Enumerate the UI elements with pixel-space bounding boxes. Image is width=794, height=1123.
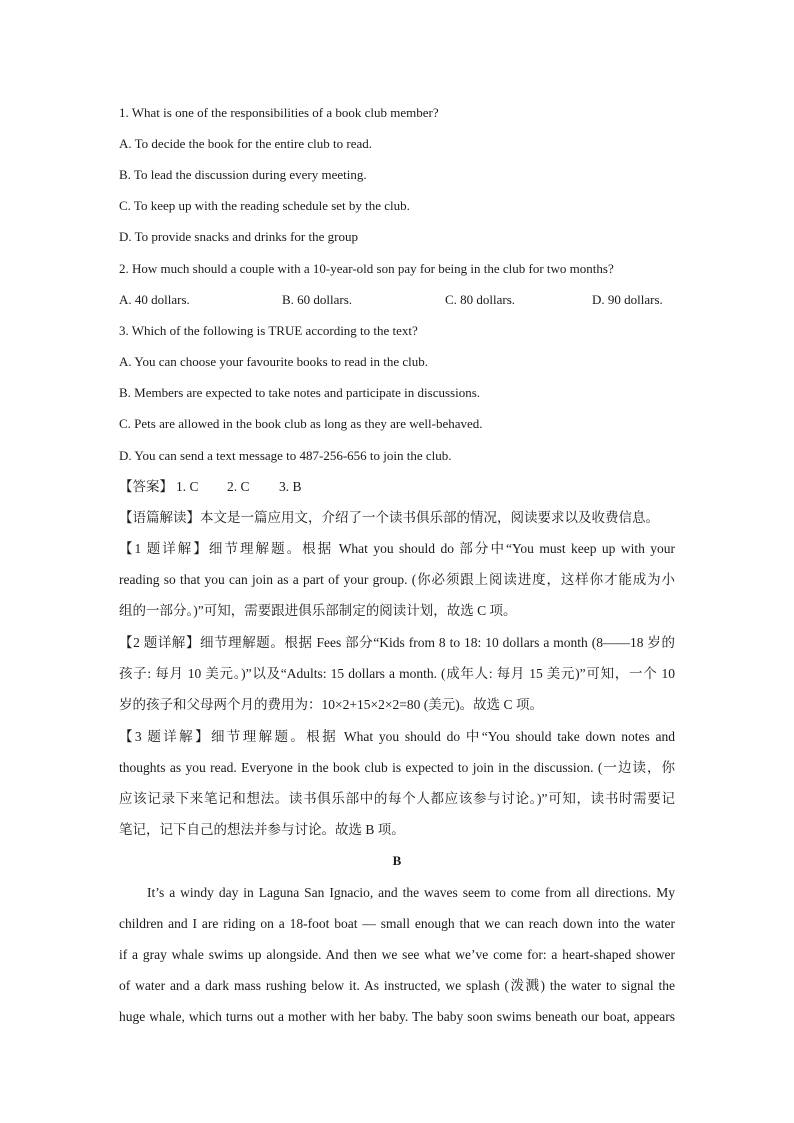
question-1-option-d: D. To provide snacks and drinks for the group [119, 229, 358, 244]
passage-line: It’s a windy day in Laguna San Ignacio, and the waves seem to come from all directions. My [147, 885, 675, 900]
q1-explanation-line: 组的一部分。)”可知，需要跟进俱乐部制定的阅读计划，故选 C 项。 [119, 603, 517, 618]
passage-line: of water and a dark mass rushing below it. As instructed, we splash (泼溅) the water to signal the [119, 978, 675, 993]
question-1-stem: 1. What is one of the responsibilities of a book club member? [119, 105, 439, 120]
section-b-passage [119, 885, 675, 1040]
question-3-stem: 3. Which of the following is TRUE according to the text? [119, 323, 418, 338]
q3-explanation-line: 【3 题详解】细节理解题。根据 What you should do 中“You should take down notes and [119, 729, 675, 744]
q2-explanation-line: 【2 题详解】细节理解题。根据 Fees 部分“Kids from 8 to 18: 10 dollars a month (8——18 岁的 [119, 635, 675, 650]
q3-explanation-line: 应该记录下来笔记和想法。读书俱乐部中的每个人都应该参与讨论。)”可知，读书时需要记 [119, 791, 675, 806]
question-2-option-a: A. 40 dollars. [119, 292, 190, 307]
passage-line: if a gray whale swims up alongside. And then we see what we’ve come for: a heart-shaped shower [119, 947, 675, 962]
q2-explanation [119, 635, 675, 728]
passage-line: children and I are riding on a 18-foot boat — small enough that we can reach down into the water [119, 916, 675, 931]
passage-summary: 【语篇解读】本文是一篇应用文，介绍了一个读书俱乐部的情况，阅读要求以及收费信息。 [119, 510, 659, 525]
question-3-option-c: C. Pets are allowed in the book club as long as they are well-behaved. [119, 416, 483, 431]
question-1-option-a: A. To decide the book for the entire club to read. [119, 136, 372, 151]
q2-explanation-line: 孩子: 每月 10 美元。)”以及“Adults: 15 dollars a month. (成年人: 每月 15 美元)”可知，一个 10 [119, 666, 675, 681]
q3-explanation-line: 笔记，记下自己的想法并参与讨论。故选 B 项。 [119, 822, 405, 837]
question-2-option-d: D. 90 dollars. [592, 292, 663, 307]
q3-explanation [119, 729, 675, 853]
question-2-option-c: C. 80 dollars. [445, 292, 516, 307]
answer-label: 【答案】 [119, 479, 173, 494]
question-2-option-b: B. 60 dollars. [282, 292, 353, 307]
answer-2: 2. C [227, 479, 250, 494]
section-b-heading: B [392, 853, 402, 868]
question-3-option-b: B. Members are expected to take notes and participate in discussions. [119, 385, 481, 400]
answer-3: 3. B [279, 479, 302, 494]
q1-explanation [119, 541, 675, 634]
q2-explanation-line: 岁的孩子和父母两个月的费用为：10×2+15×2×2=80 (美元)。故选 C 项。 [119, 697, 543, 712]
question-1-option-c: C. To keep up with the reading schedule set by the club. [119, 198, 410, 213]
question-3-option-a: A. You can choose your favourite books to read in the club. [119, 354, 429, 369]
q3-explanation-line: thoughts as you read. Everyone in the book club is expected to join in the discussion. (一边读，你 [119, 760, 675, 775]
question-1-option-b: B. To lead the discussion during every meeting. [119, 167, 367, 182]
passage-line: huge whale, which turns out a mother with her baby. The baby soon swims beneath our boat, appears [119, 1009, 675, 1024]
q1-explanation-line: reading so that you can join as a part of your group. (你必须跟上阅读进度，这样你才能成为小 [119, 572, 675, 587]
answer-1: 1. C [176, 479, 199, 494]
question-3-option-d: D. You can send a text message to 487-256-656 to join the club. [119, 448, 452, 463]
q1-explanation-line: 【1 题详解】细节理解题。根据 What you should do 部分中“You must keep up with your [119, 541, 675, 556]
question-2-stem: 2. How much should a couple with a 10-year-old son pay for being in the club for two months? [119, 261, 614, 276]
